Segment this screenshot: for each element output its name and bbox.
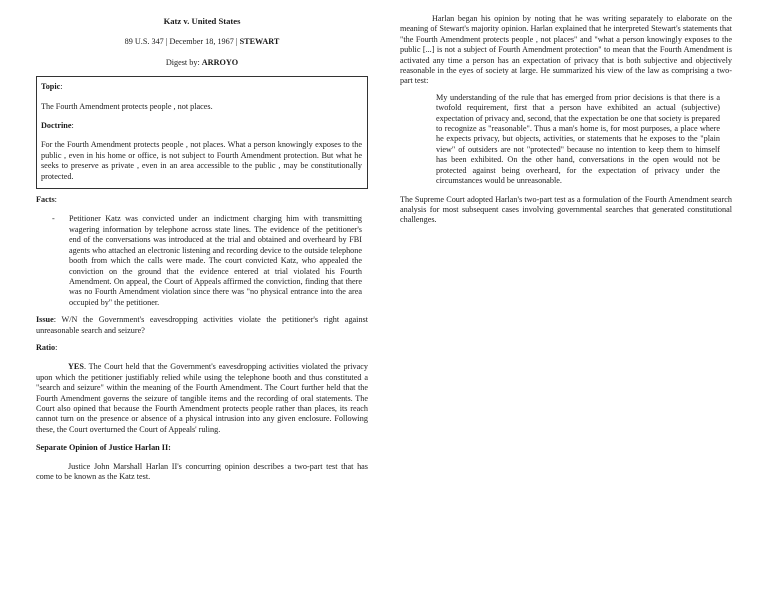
facts-bullet: - [52, 214, 55, 224]
ratio-label: Ratio [36, 342, 56, 352]
issue-text: : W/N the Government's eavesdropping activities violate the petitioner's right against unreasonable search and seizure? [36, 315, 368, 335]
harlan-quote: My understanding of the rule that has emerged from prior decisions is that there is a twofold requirement, first that a person have exhibited an actual (subjective) expectation of privacy and, second, that the expectation be one that society is prepared to recognize as "reasonable". Thus a man's home is, for most purposes, a place where he expects privacy, but objects, activities, or statements that he exposes to the "plain view" of outsiders are not "protected" because no intention to keep them to himself has been exhibited. On the other hand, conversations in the open would not be protected against being overheard, for the expectation of privacy under the circumstances would be unreasonable. [436, 92, 720, 186]
ponente: STEWART [239, 37, 280, 47]
doctrine-label: Doctrine [41, 121, 72, 131]
conclusion-paragraph: The Supreme Court adopted Harlan's two-part test as a formulation of the Fourth Amendment search analysis for most subsequent cases involving governmental searches that generated constitutional challenges. [400, 194, 732, 225]
issue-paragraph [36, 315, 368, 336]
case-citation [36, 37, 368, 47]
citation-text: 89 U.S. 347 | December 18, 1967 | [124, 37, 240, 47]
left-column: Katz v. United States 89 U.S. 347 | December 18, 1967 | STEWART Digest by: ARROYO Topic: The Fourth Amendment protects people , not places. Doctrine: For the Fourth Amendment protects people , not places. What a person knowingly exposes to the public , even in his home or office, is not subject to Fourth Amendment protection. But what he seeks to preserve as private , even in an area accessible to the public , may be constitutionally protected. Facts: - Petitioner Katz was convicted under an indictment charging him with transmitting wagering information by telephone across state lines. The evidence of the petitioner's end of the conversations was introduced at the trial and obtained and overheard by FBI agents who attached an electronic listening and recording device to the outside telephone booth from which the calls were made. The court convicted Katz, who appealed the conviction on the ground that the evidence entered at trial violated his Fourth Amendment. On appeal, the Court of Appeals affirmed the conviction, finding that there was no Fourth Amendment violation since there was "no physical entrance into the area occupied by" the petitioner. Issue: W/N the Government's eavesdropping activities violate the petitioner's right against unreasonable search and seizure? Ratio: YES. The Court held that the Government's eavesdropping activities violated the privacy upon which the petitioner justifiably relied while using the telephone booth and thus constituted a "search and seizure" within the meaning of the Fourth Amendment. The Court further held that the Fourth Amendment governs the seizure of tangible items and the recording of oral statements. The Court also opined that because the Fourth Amendment protects people rather than places, its reach cannot turn on the presence or absence of a physical intrusion into any given enclosure. Following these, the Court overturned the Court of Appeals' ruling. Separate Opinion of Justice Harlan II: Justice John Marshall Harlan II's concurring opinion describes a two-part test that has come to be known as the Katz test. [36, 16, 368, 481]
ratio-answer: YES [68, 362, 84, 372]
ratio-paragraph [36, 362, 368, 435]
facts-text: Petitioner Katz was convicted under an indictment charging him with transmitting wagering information by telephone across state lines. The evidence of the petitioner's end of the conversations was introduced at the trial and obtained and overheard by FBI agents who attached an electronic listening and recording device to the outside telephone booth from which the calls were made. The court convicted Katz, who appealed the conviction on the ground that the evidence entered at trial violated his Fourth Amendment. On appeal, the Court of Appeals affirmed the conviction, finding that there was no Fourth Amendment violation since there was "no physical entrance into the area occupied by" the petitioner. [69, 214, 362, 307]
separate-opinion-text: Justice John Marshall Harlan II's concurring opinion describes a two-part test that has come to be known as the Katz test. [36, 461, 368, 481]
topic-label: Topic [41, 82, 61, 92]
separate-opinion-heading: Separate Opinion of Justice Harlan II: [36, 443, 171, 453]
topic-text: The Fourth Amendment protects people , not places. [41, 101, 213, 111]
issue-label: Issue [36, 315, 54, 325]
case-title: Katz v. United States [163, 16, 241, 26]
digest-line [36, 58, 368, 68]
harlan-paragraph: Harlan began his opinion by noting that he was writing separately to elaborate on the meaning of Stewart's majority opinion. Harlan explained that he interpreted Stewart's statements that "the Fourth Amendment protects people , not places" and "what a person knowingly exposes to the public [...] is not a subject of Fourth Amendment protection" to mean that the Fourth Amendment is activated any time a person has an expectation of privacy that is both subjective and objectively reasonable in the eyes of society at large. He summarized his view of the law as comprising a two-part test: [400, 14, 732, 86]
digest-author: ARROYO [201, 57, 239, 67]
facts-item [36, 214, 368, 308]
topic-doctrine-box: Topic: The Fourth Amendment protects people , not places. Doctrine: For the Fourth Amendment protects people , not places. What a person knowingly exposes to the public , even in his home or office, is not subject to Fourth Amendment protection. But what he seeks to preserve as private , even in an area accessible to the public , may be constitutionally protected. [36, 76, 368, 189]
ratio-text: . The Court held that the Government's eavesdropping activities violated the privacy upon which the petitioner justifiably relied while using the telephone booth and thus constituted a "search and seizure" within the meaning of the Fourth Amendment. The Court further held that the Fourth Amendment governs the seizure of tangible items and the recording of oral statements. The Court also opined that because the Fourth Amendment protects people rather than places, its reach cannot turn on the presence or absence of a physical intrusion into any given enclosure. Following these, the Court overturned the Court of Appeals' ruling. [36, 362, 368, 434]
right-column [400, 14, 732, 226]
facts-label: Facts [36, 195, 55, 205]
doctrine-text: For the Fourth Amendment protects people , not places. What a person knowingly exposes to the public , even in his home or office, is not subject to Fourth Amendment protection. But what he seeks to preserve as private , even in an area accessible to the public , may be constitutionally protected. [41, 140, 362, 181]
digest-label: Digest by: [165, 57, 202, 67]
